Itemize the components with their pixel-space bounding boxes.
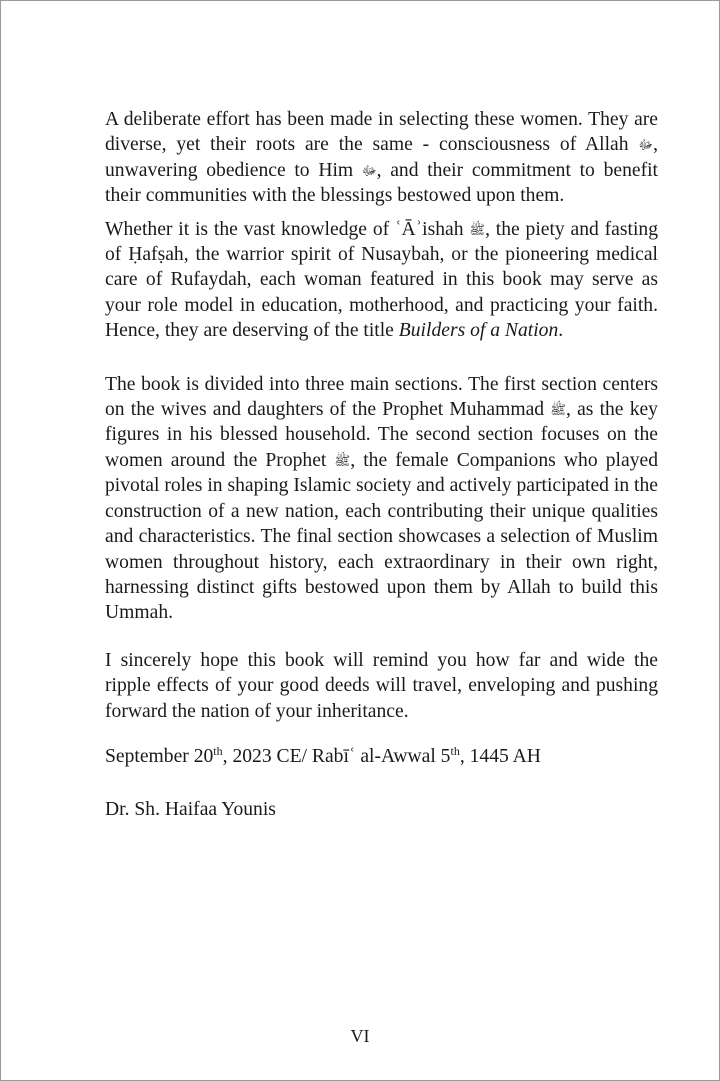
date-text: , 1445 AH bbox=[459, 745, 541, 767]
paragraph-text: Whether it is the vast knowledge of ʿĀʾishah bbox=[105, 218, 470, 240]
honorific-glyph: ﷺ bbox=[469, 221, 486, 237]
date-line bbox=[105, 744, 658, 769]
ordinal-suffix: th bbox=[213, 743, 223, 758]
paragraph-text: , and their commitment to benefit their communities with the blessings bestowed upon them. bbox=[105, 159, 658, 207]
paragraph-text: , as the key figures in his blessed household. The second section focuses on the women around the Prophet bbox=[105, 399, 658, 471]
paragraph-text: , unwavering obedience to Him bbox=[105, 134, 658, 181]
honorific-glyph: ﷻ bbox=[361, 162, 377, 178]
paragraph-closing-hope: I sincerely hope this book will remind you how far and wide the ripple effects of your good deeds will travel, enveloping and pushing forward the nation of your inheritance. bbox=[105, 649, 658, 722]
body-text bbox=[105, 107, 658, 823]
honorific-glyph: ﷺ bbox=[550, 402, 566, 418]
honorific-glyph: ﷻ bbox=[638, 137, 654, 153]
paragraph-text: A deliberate effort has been made in selecting these women. They are diverse, yet their roots are the same - consciousness of Allah bbox=[105, 109, 658, 156]
book-title-italic: Builders of a Nation bbox=[398, 320, 559, 342]
ordinal-suffix: th bbox=[450, 743, 460, 758]
paragraph-selection-of-women bbox=[105, 107, 658, 209]
paragraph-text: . bbox=[558, 320, 564, 342]
page-number: VI bbox=[350, 1026, 370, 1046]
honorific-glyph: ﷺ bbox=[334, 452, 351, 468]
paragraph-role-models bbox=[105, 217, 658, 344]
paragraph-text: , the piety and fasting of Ḥafṣah, the warrior spirit of Nusaybah, or the pioneering medical care of Rufaydah, each woman featured in this book may serve as your role model in education, motherhood, and practicing your faith. Hence, they are deserving of the title bbox=[105, 218, 658, 342]
paragraph-text: The book is divided into three main sections. The first section centers on the wives and daughters of the Prophet Muhammad bbox=[105, 373, 658, 421]
date-text: , 2023 CE/ Rabīʿ al-Awwal 5 bbox=[222, 745, 451, 767]
paragraph-text: , the female Companions who played pivotal roles in shaping Islamic society and actively participated in the construction of a new nation, each contributing their unique qualities and characteristics. The final section showcases a selection of Muslim women throughout history, each extraordinary in their own right, harnessing distinct gifts bestowed upon them by Allah to build this Ummah. bbox=[105, 449, 658, 624]
author-signature: Dr. Sh. Haifaa Younis bbox=[105, 799, 276, 821]
date-text: September 20 bbox=[105, 745, 214, 767]
paragraph-book-sections bbox=[105, 372, 658, 626]
